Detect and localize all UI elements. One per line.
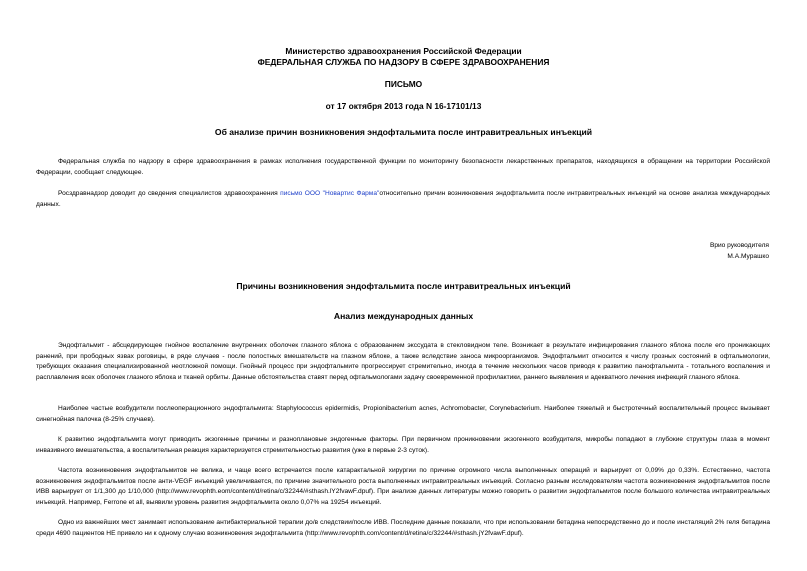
service-name: ФЕДЕРАЛЬНАЯ СЛУЖБА ПО НАДЗОРУ В СФЕРЕ ЗДРАВООХРАНЕНИЯ (257, 57, 550, 67)
document-type: ПИСЬМО (384, 79, 423, 89)
appendix-subtitle: Анализ международных данных (333, 311, 474, 321)
signatory-name: М.А.Мурашко (727, 253, 769, 260)
novartis-letter-link[interactable]: письмо ООО "Новартис Фарма" (280, 190, 380, 197)
document-date-number: от 17 октября 2013 года N 16-17101/13 (325, 101, 482, 111)
appendix-paragraph-3: К развитию эндофтальмита могут приводить экзогенные причины и разноплановые эндогенные факторы. При первичном проникновении экзогенного возбудителя, микробы попадают в глубокие структуры глаза в момент инвазивного вмешательства, а воспалительная реакция характеризуется стремительностью развития (уже в первые 2-3 суток). (36, 436, 770, 454)
appendix-paragraph-5: Одно из важнейших мест занимает использование антибактериальной терапии до/в следствии/после ИВВ. Последние данные показали, что при использовании бетадина непосредственно до и после инсталяций 2% геля бетадина среди 4690 пациентов НЕ привело ни к одному случаю возникновения эндофтальмита (http://www.revophth.com/content/d/retina/c/32244/#sthash.jY2fvawF.dpuf). (36, 519, 770, 537)
intro-paragraph-1: Федеральная служба по надзору в сфере здравоохранения в рамках исполнения государственной функции по мониторингу безопасности лекарственных препаратов, находящихся в обращении на территории Российской Федерации, сообщает следующее. (36, 158, 770, 176)
intro-paragraph-2-text-start: Росздравнадзор доводит до сведения специалистов здравоохранения (58, 190, 281, 197)
appendix-title: Причины возникновения эндофтальмита после интравитреальных инъекций (236, 281, 571, 291)
appendix-paragraph-2: Наиболее частые возбудители послеоперационного эндофтальмита: Staphylococcus epidermidis, Propionibacterium acnes, Achromobacter, Corynebacterium. Наиболее тяжелый и быстротечный воспалительный процесс вызывает синегнойная палочка (8-25% случаев). (36, 405, 770, 423)
document-subject: Об анализе причин возникновения эндофтальмита после интравитреальных инъекций (214, 127, 593, 137)
signatory-position: Врио руководителя (709, 242, 769, 249)
appendix-paragraph-4: Частота возникновения эндофтальмитов не велика, и чаще всего встречается после катарактальной хирургии по причине огромного числа выполненных операций и варьирует от 0,09% до 0,33%. Естественно, частота возникновения эндофтальмитов после анти-VEGF инъекций увеличивается, по причине значительного роста выполненных интравитреальных инъекций. Согласно разным исследователям частота возникновения эндофтальмитов после ИВВ варьирует от 1/1,300 до 1/10,000 (http://www.revophth.eom/content/d/retina/c/32244/#sthash.lY2fvawF.dpuf). При анализе данных литературы можно говорить о развитии эндофтальмитов после большого количества интравитреальных инъекций. Например, Ferrone et all, выявили уровень развития эндофтальмита около 0,07% на 19254 инъекций. (36, 467, 770, 506)
ministry-name: Министерство здравоохранения Российской Федерации (285, 46, 522, 56)
appendix-paragraph-1: Эндофтальмит - абсцедирующее гнойное воспаление внутренних оболочек глазного яблока с образованием экссудата в стекловидном теле. Возникает в результате инфицирования глазного яблока после его проникающих ранений, при прободных язвах роговицы, в ряде случаев - после полостных вмешательств на глазном яблоке, а также вследствие заноса микроорганизмов. Эндофтальмит относится к числу грозных состояний в офтальмологии, требующих оказания специализированной неотложной помощи. Гнойный процесс при эндофтальмите прогрессирует стремительно, иногда в течение нескольких часов приводя к развитию панофтальмита - тотального воспаления и расплавления всех оболочек глазного яблока и тканей орбиты. Данные обстоятельства ставят перед офтальмологами задачу своевременной профилактики, раннего выявления и адекватного лечения инфекций глазного яблока. (36, 342, 770, 381)
intro-paragraph-2 (36, 189, 770, 210)
intro-paragraph-2-text-end: относительно причин возникновения эндофтальмита после интравитреальных инъекций на основе анализа международных данных. (36, 190, 770, 208)
